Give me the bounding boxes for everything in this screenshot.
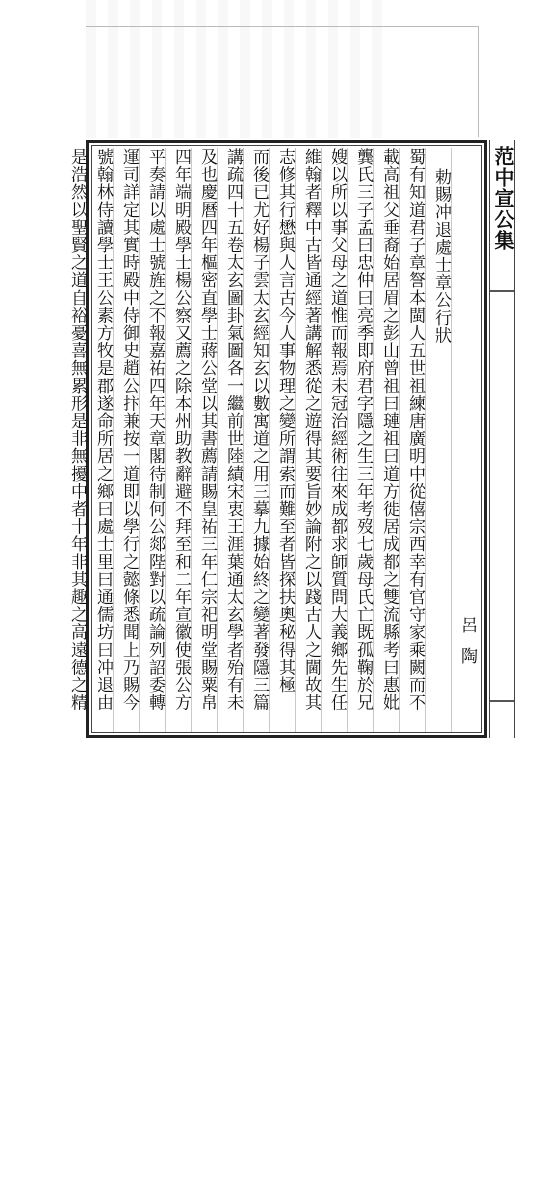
text-column-1: 蜀有知道君子章詧本閩人五世祖練唐廣明中從僖宗西幸有官守家乘闕而不 xyxy=(405,148,425,712)
text-column-5: 維翰者釋中古皆通經著講解悉從之遊得其要旨妙論附之以踐古人之閫故其 xyxy=(301,148,321,712)
author-column: 呂陶 xyxy=(457,616,477,678)
text-column-9: 及也慶曆四年樞密直學士蔣公堂以其書薦請賜皇祐三年仁宗祀明堂賜粟帛 xyxy=(197,148,217,712)
text-column-11: 平奏請以處士號旌之不報嘉祐四年天章閣待制何公郯陛對以疏論列詔委轉 xyxy=(145,148,165,712)
text-column-7: 而後已尤好楊子雲太玄經知玄以數寓道之用三摹九據始終之變著發隱三篇 xyxy=(249,148,269,712)
heading-column: 勅賜冲退處士章公行狀 xyxy=(431,168,451,344)
title-strip xyxy=(489,140,515,738)
text-column-14: 是浩然以聖賢之道自裕憂喜無累形是非無擾中者十年非其趣之高遠德之精 xyxy=(67,148,87,712)
text-column-13: 號翰林侍讀學士王公素方牧是郡遂命所居之鄉曰處士里曰通儒坊曰冲退由 xyxy=(93,148,113,712)
text-column-3: 龔氏三子孟曰忠仲曰亮季即府君字隱之生三年考歿七歲母氏亡既孤鞠於兄 xyxy=(353,148,373,712)
text-column-4: 嫂以所以事父母之道惟而報焉未冠治經術往來成都求師質問大義鄉先生任 xyxy=(327,148,347,712)
text-column-12: 運司詳定其實時殿中侍御史趙公抃兼按一道即以學行之懿條悉聞上乃賜今 xyxy=(119,148,139,712)
text-column-6: 志修其行懋與人言古今人事物理之變所謂索而難至者皆探扶奧秘得其極 xyxy=(275,148,295,694)
text-column-2: 載高祖父垂裔始居眉之彭山曾祖曰璉祖曰道方徙居成都之雙流縣考曰惠妣 xyxy=(379,148,399,712)
vertical-text-area xyxy=(90,148,485,732)
text-column-8: 講疏四十五卷太玄圖卦氣圖各一繼前世陸績宋衷王涯葉通太玄學者殆有未 xyxy=(223,148,243,712)
text-column-10: 四年端明殿學士楊公察又薦之除本州助教辭避不拜至和二年宣徽使張公方 xyxy=(171,148,191,712)
collection-title: 范中宣公集 xyxy=(491,146,515,251)
facing-page-border xyxy=(86,26,479,137)
